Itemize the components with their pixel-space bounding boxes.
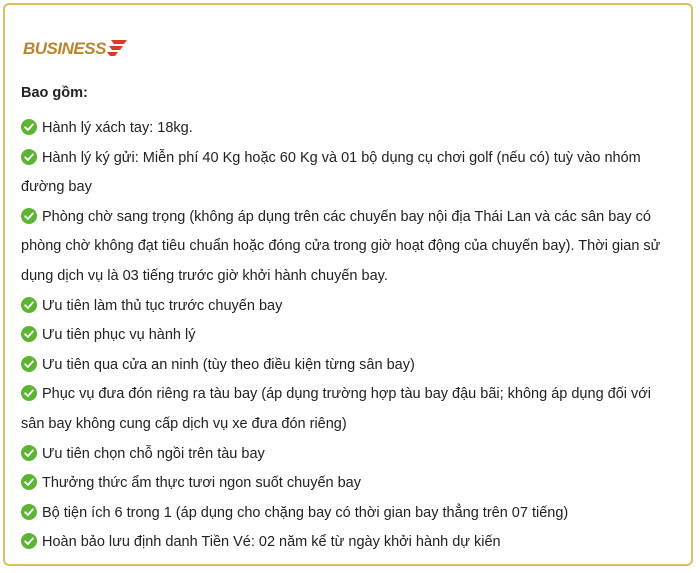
benefit-item [21, 114, 661, 144]
benefit-item [21, 499, 661, 529]
check-circle-icon [21, 474, 37, 490]
business-logo [21, 35, 131, 61]
check-circle-icon [21, 504, 37, 520]
fare-benefits-card [3, 3, 693, 566]
benefit-item [21, 203, 661, 292]
benefit-item [21, 469, 661, 499]
benefit-item [21, 380, 661, 439]
benefit-text: Hành lý xách tay: 18kg. [42, 120, 193, 136]
logo-text: BUSINESS [23, 39, 106, 58]
check-circle-icon [21, 326, 37, 342]
check-circle-icon [21, 533, 37, 549]
benefit-text: Bộ tiện ích 6 trong 1 (áp dụng cho chặng bay có thời gian bay thẳng trên 07 tiếng) [42, 504, 569, 521]
benefit-item [21, 528, 661, 558]
benefit-text: Hành lý ký gửi: Miễn phí 40 Kg hoặc 60 Kg và 01 bộ dụng cụ chơi golf (nếu có) tuỳ vào nhóm đường bay [21, 149, 641, 196]
check-circle-icon [21, 208, 37, 224]
benefit-text: Phục vụ đưa đón riêng ra tàu bay (áp dụng trường hợp tàu bay đậu bãi; không áp dụng đối với sân bay không cung cấp dịch vụ xe đưa đón riêng) [21, 386, 652, 432]
included-heading: Bao gồm: [21, 85, 88, 101]
check-circle-icon [21, 119, 37, 135]
benefit-text: Ưu tiên phục vụ hành lý [42, 327, 196, 344]
check-circle-icon [21, 356, 37, 372]
benefit-text: Ưu tiên làm thủ tục trước chuyến bay [42, 297, 283, 314]
check-circle-icon [21, 385, 37, 401]
benefit-item [21, 292, 661, 322]
check-circle-icon [21, 445, 37, 461]
benefit-text: Hoàn bảo lưu định danh Tiền Vé: 02 năm kể từ ngày khởi hành dự kiến [42, 534, 501, 551]
benefit-item [21, 321, 661, 351]
benefit-text: Phòng chờ sang trọng (không áp dụng trên các chuyến bay nội địa Thái Lan và các sân bay có phòng chờ không đạt tiêu chuẩn hoặc đóng cửa trong giờ hoạt động của chuyến bay). Thời gian sử dụng dịch vụ là 03 tiếng trước giờ khởi hành chuyến bay. [21, 208, 661, 284]
benefits-list [21, 114, 661, 558]
benefit-text: Ưu tiên qua cửa an ninh (tùy theo điều kiện từng sân bay) [42, 356, 415, 373]
benefit-item [21, 351, 661, 381]
benefit-text: Ưu tiên chọn chỗ ngồi trên tàu bay [42, 445, 265, 462]
benefit-text: Thưởng thức ẩm thực tươi ngon suốt chuyến bay [42, 475, 361, 492]
check-circle-icon [21, 297, 37, 313]
check-circle-icon [21, 149, 37, 165]
benefit-item [21, 144, 661, 203]
benefit-item [21, 440, 661, 470]
